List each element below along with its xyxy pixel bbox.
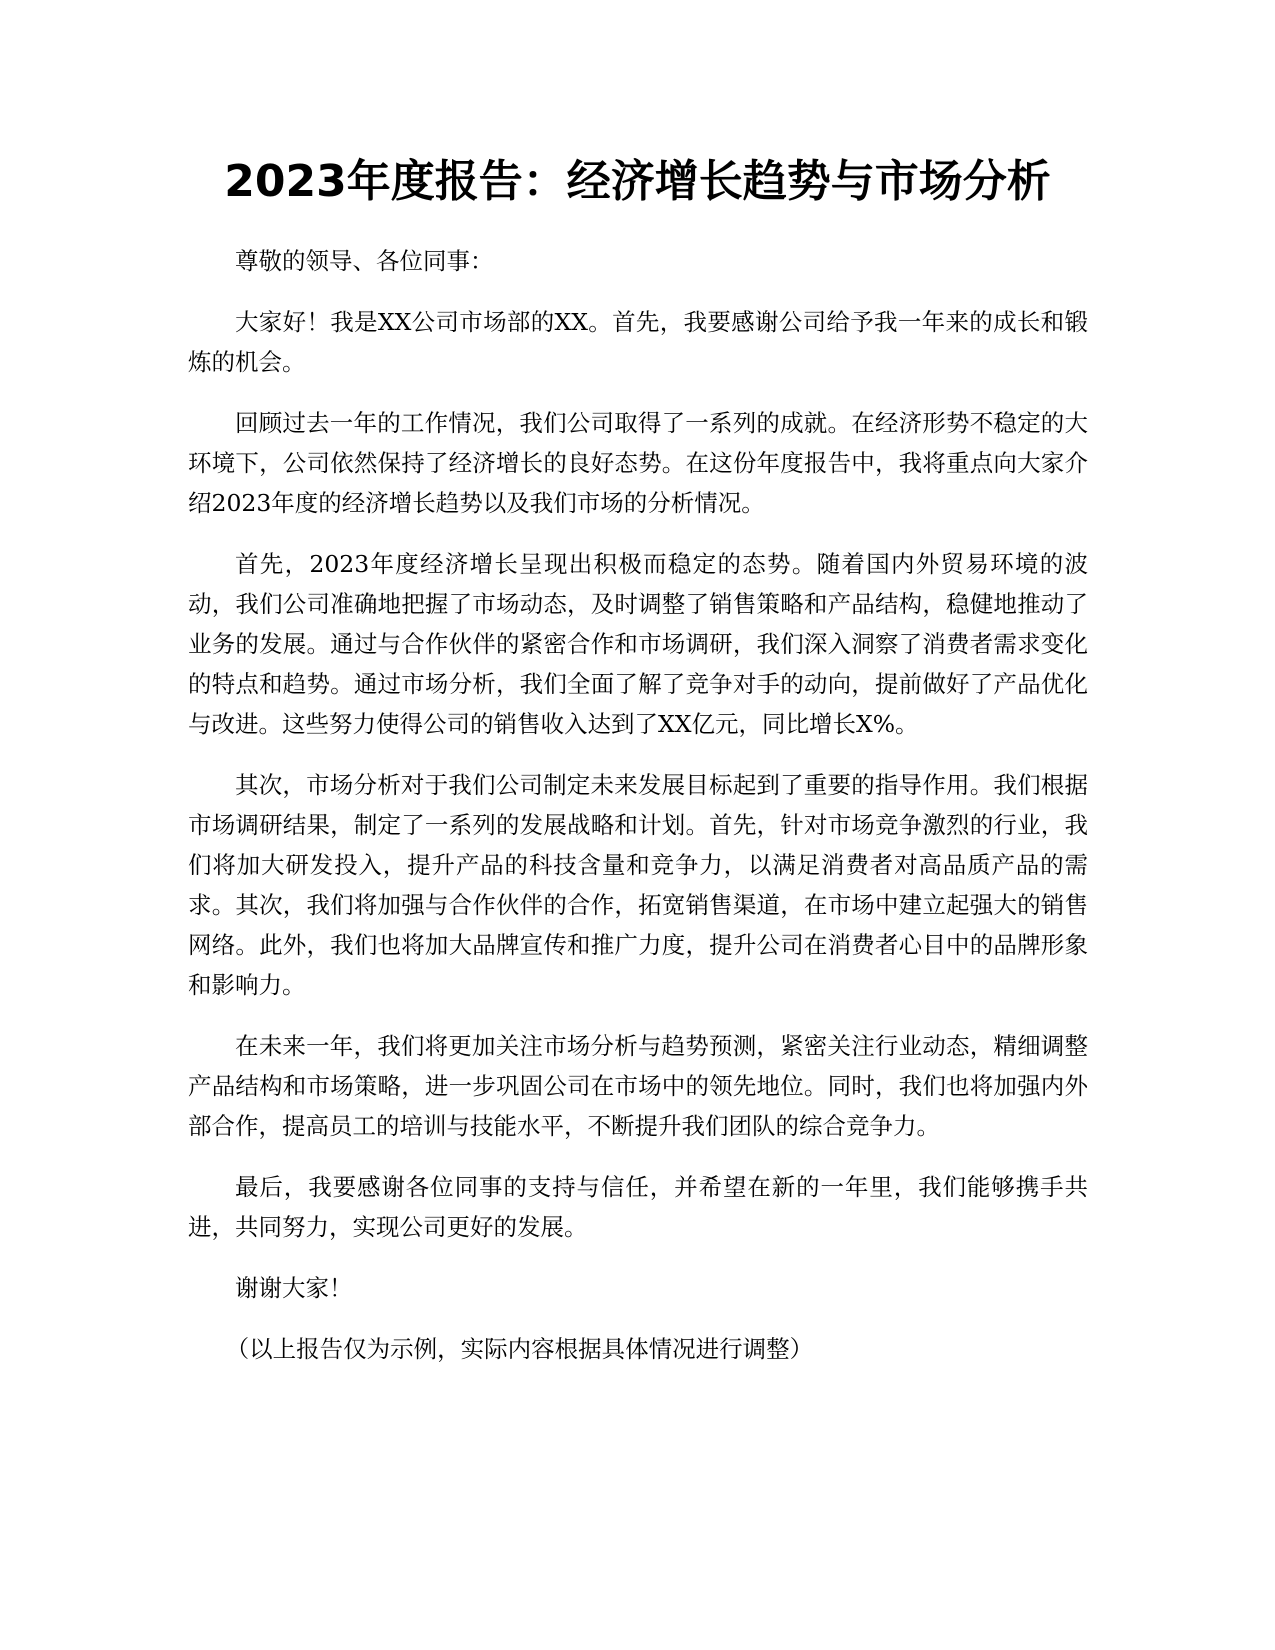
document-body xyxy=(188,241,1088,1390)
disclaimer-note: （以上报告仅为示例，实际内容根据具体情况进行调整） xyxy=(225,1335,814,1363)
thanks-paragraph: 谢谢大家！ xyxy=(235,1274,353,1302)
greeting-paragraph: 大家好！我是XX公司市场部的XX。首先，我要感谢公司给予我一年来的成长和锻炼的机会。 xyxy=(188,308,1088,376)
document-title: 2023年度报告：经济增长趋势与市场分析 xyxy=(224,156,1051,207)
growth-trend-paragraph: 首先，2023年度经济增长呈现出积极而稳定的态势。随着国内外贸易环境的波动，我们公司准确地把握了市场动态，及时调整了销售策略和产品结构，稳健地推动了业务的发展。通过与合作伙伴的紧密合作和市场调研，我们深入洞察了消费者需求变化的特点和趋势。通过市场分析，我们全面了解了竞争对手的动向，提前做好了产品优化与改进。这些努力使得公司的销售收入达到了XX亿元，同比增长X%。 xyxy=(188,550,1088,738)
review-paragraph: 回顾过去一年的工作情况，我们公司取得了一系列的成就。在经济形势不稳定的大环境下，公司依然保持了经济增长的良好态势。在这份年度报告中，我将重点向大家介绍2023年度的经济增长趋势以及我们市场的分析情况。 xyxy=(188,409,1088,517)
future-plan-paragraph: 在未来一年，我们将更加关注市场分析与趋势预测，紧密关注行业动态，精细调整产品结构和市场策略，进一步巩固公司在市场中的领先地位。同时，我们也将加强内外部合作，提高员工的培训与技能水平，不断提升我们团队的综合竞争力。 xyxy=(188,1032,1088,1140)
closing-paragraph: 最后，我要感谢各位同事的支持与信任，并希望在新的一年里，我们能够携手共进，共同努力，实现公司更好的发展。 xyxy=(188,1173,1088,1241)
salutation-paragraph: 尊敬的领导、各位同事： xyxy=(235,247,494,275)
market-analysis-paragraph: 其次，市场分析对于我们公司制定未来发展目标起到了重要的指导作用。我们根据市场调研结果，制定了一系列的发展战略和计划。首先，针对市场竞争激烈的行业，我们将加大研发投入，提升产品的科技含量和竞争力，以满足消费者对高品质产品的需求。其次，我们将加强与合作伙伴的合作，拓宽销售渠道，在市场中建立起强大的销售网络。此外，我们也将加大品牌宣传和推广力度，提升公司在消费者心目中的品牌形象和影响力。 xyxy=(188,771,1088,999)
